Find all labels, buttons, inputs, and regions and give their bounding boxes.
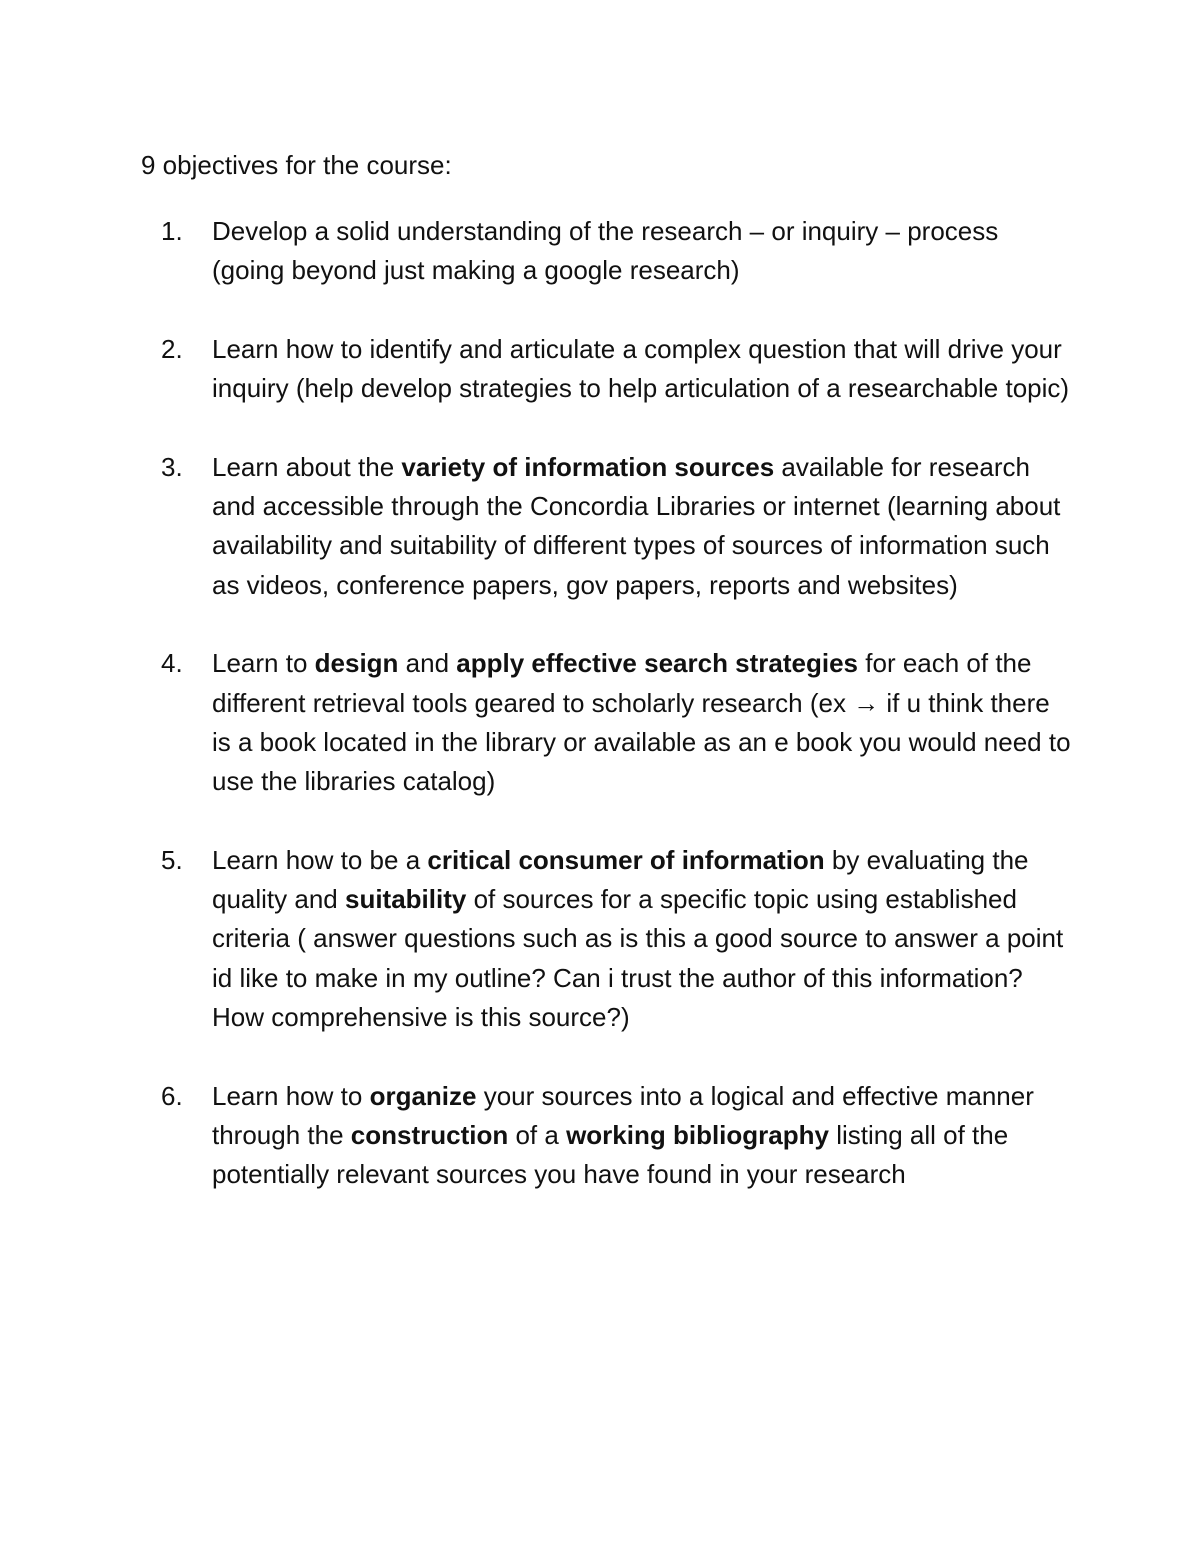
list-item-text: [212, 330, 1071, 409]
text-run: Learn how to be a: [212, 844, 428, 875]
emphasized-phrase: suitability: [344, 884, 467, 915]
list-item: [141, 644, 1071, 801]
text-run: listing all of the potentially relevant sources you have found in your research: [212, 1119, 1009, 1190]
text-run: available for research and accessible through the Concordia Libraries or internet (learning about availability and suitability of different types of sources of information such as videos, conference papers, gov papers, reports and websites): [212, 451, 1061, 600]
list-item-text: [212, 1077, 1071, 1195]
text-run: of a: [508, 1119, 567, 1150]
text-run: for each of the different retrieval tools geared to scholarly research (ex → if u think there is a book located in the library or available as an e book you would need to use the libraries catalog): [212, 648, 1071, 797]
list-item: [141, 212, 1071, 291]
list-item-text: [212, 644, 1071, 801]
list-item-number: 6.: [161, 1080, 183, 1111]
intro-heading: 9 objectives for the course:: [141, 150, 452, 180]
list-item-text: [212, 212, 1071, 291]
emphasized-phrase: working bibliography: [566, 1119, 829, 1150]
list-item-number: 1.: [161, 216, 183, 246]
emphasized-phrase: critical consumer of information: [427, 844, 825, 875]
emphasized-phrase: construction: [350, 1119, 509, 1150]
list-item: [141, 1077, 1071, 1195]
list-item-number: 4.: [161, 648, 183, 679]
emphasized-phrase: design: [314, 648, 399, 679]
list-item-text: [212, 841, 1071, 1037]
text-run: by evaluating the quality and: [212, 844, 1029, 915]
text-run: Learn how to: [212, 1080, 370, 1111]
emphasized-phrase: variety of information sources: [401, 451, 775, 482]
objectives-list: [141, 212, 1071, 1234]
list-item: [141, 448, 1071, 605]
emphasized-phrase: organize: [369, 1080, 477, 1111]
list-item-number: 3.: [161, 451, 183, 482]
list-item: [141, 841, 1071, 1037]
list-item-number: 5.: [161, 844, 183, 875]
text-run: Develop a solid understanding of the research – or inquiry – process (going beyond just making a google research): [212, 216, 999, 286]
list-item-number: 2.: [161, 333, 183, 364]
text-run: your sources into a logical and effective manner through the: [212, 1080, 1034, 1150]
text-run: Learn how to identify and articulate a complex question that will drive your inquiry (help develop strategies to help articulation of a researchable topic): [212, 333, 1070, 404]
list-item: [141, 330, 1071, 409]
text-run: Learn about the: [212, 451, 402, 482]
text-run: Learn to: [212, 648, 315, 679]
list-item-text: [212, 448, 1071, 605]
text-run: of sources for a specific topic using established criteria ( answer questions such as is this a good source to answer a point id like to make in my outline? Can i trust the author of this information? How comprehensive is this source?): [212, 884, 1064, 1032]
emphasized-phrase: apply effective search strategies: [456, 648, 859, 679]
text-run: and: [398, 648, 457, 679]
